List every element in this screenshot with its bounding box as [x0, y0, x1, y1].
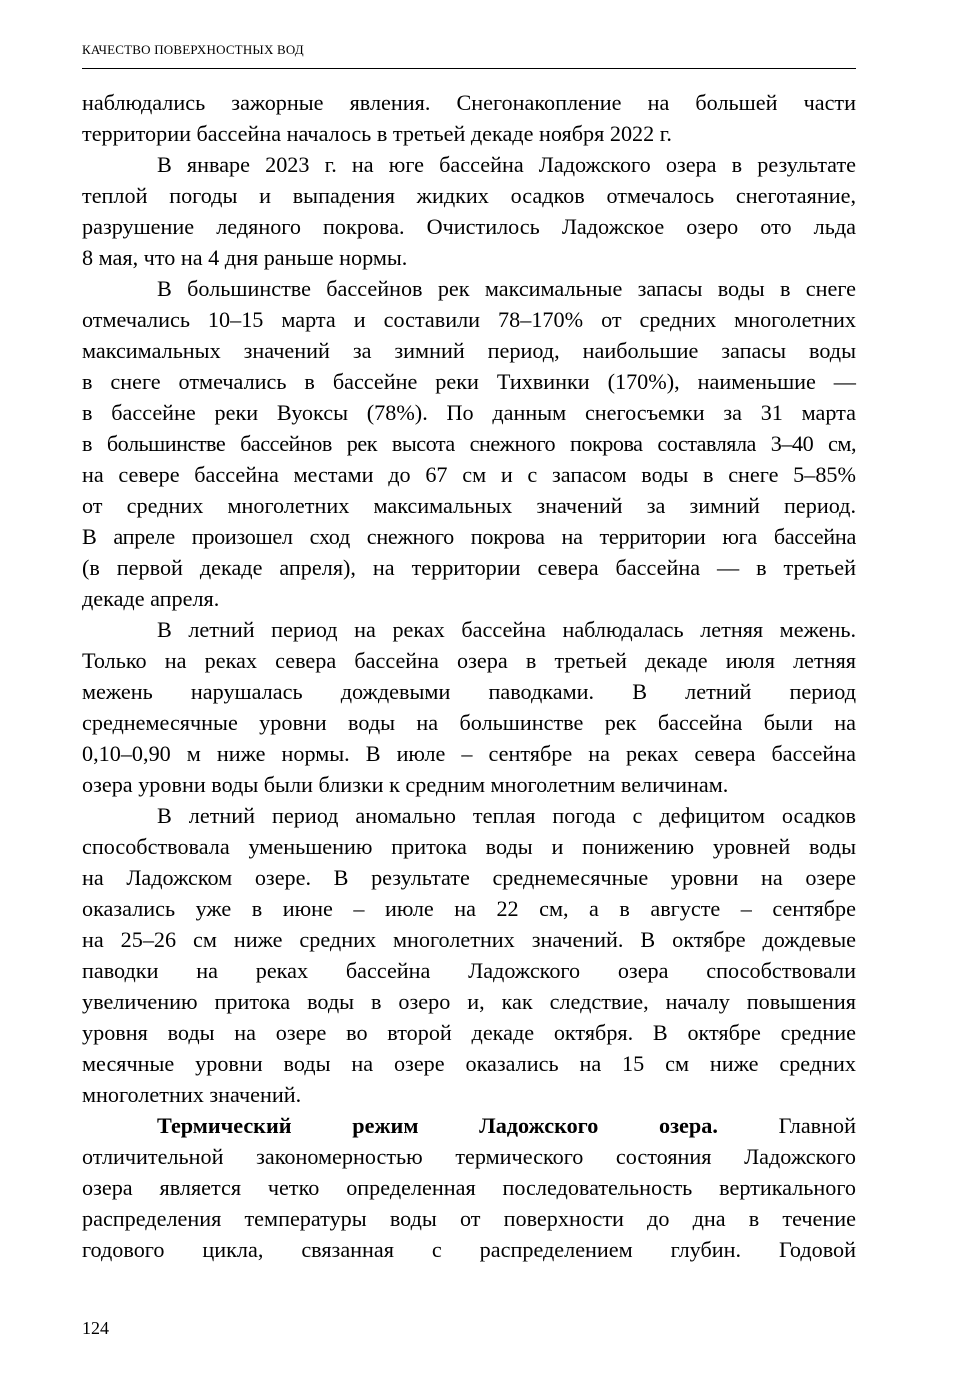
text-line: в большинстве бассейнов рек высота снежного покрова составляла 3–40 см, — [82, 431, 856, 456]
text-line: В апреле произошел сход снежного покрова на территории юга бассейна — [82, 524, 856, 549]
text-line: отличительной закономерностью термического состояния Ладожского — [82, 1144, 856, 1169]
text-line: территории бассейна началось в третьей декаде ноября 2022 г. — [82, 121, 672, 146]
text-line: теплой погоды и выпадения жидких осадков отмечалось снеготаяние, — [82, 183, 856, 208]
text-line: (в первой декаде апреля), на территории севера бассейна — в третьей — [82, 555, 856, 580]
text-line: отмечались 10–15 марта и составили 78–170% от средних многолетних — [82, 307, 856, 332]
text-line: наблюдались зажорные явления. Снегонакопление на большей части — [82, 90, 856, 115]
text-line: 8 мая, что на 4 дня раньше нормы. — [82, 245, 408, 270]
text-line: разрушение ледяного покрова. Очистилось Ладожское озеро ото льда — [82, 214, 856, 239]
text-line: межень нарушалась дождевыми паводками. В летний период — [82, 679, 856, 704]
text-line: среднемесячные уровни воды на большинстве рек бассейна были на — [82, 710, 856, 735]
text-line: 0,10–0,90 м ниже нормы. В июле – сентябре на реках севера бассейна — [82, 741, 856, 766]
text-line: В летний период аномально теплая погода с дефицитом осадков — [157, 803, 856, 828]
running-title: КАЧЕСТВО ПОВЕРХНОСТНЫХ ВОД — [82, 42, 304, 57]
header-rule — [82, 68, 856, 69]
body-text — [82, 87, 856, 1265]
text-line: максимальных значений за зимний период, наибольшие запасы воды — [82, 338, 856, 363]
text-line: паводки на реках бассейна Ладожского озера способствовали — [82, 958, 856, 983]
text-line: уровня воды на озере во второй декаде октября. В октябре средние — [82, 1020, 856, 1045]
text-line: увеличению притока воды в озеро и, как следствие, началу повышения — [82, 989, 856, 1014]
text-line: В большинстве бассейнов рек максимальные запасы воды в снеге — [157, 276, 856, 301]
text-line: месячные уровни воды на озере оказались на 15 см ниже средних — [82, 1051, 856, 1076]
text-line: на Ладожском озере. В результате среднемесячные уровни на озере — [82, 865, 856, 890]
text-line: озера уровни воды были близки к средним многолетним величинам. — [82, 772, 729, 797]
text-line: от средних многолетних максимальных значений за зимний период. — [82, 493, 856, 518]
text-line: декаде апреля. — [82, 586, 220, 611]
text-line: распределения температуры воды от поверхности до дна в течение — [82, 1206, 856, 1231]
text-line: многолетних значений. — [82, 1082, 302, 1107]
section-heading: Термический режим Ладожского озера. — [157, 1113, 718, 1138]
text-line: оказались уже в июне – июле на 22 см, а в августе – сентябре — [82, 896, 856, 921]
page-number: 124 — [82, 1318, 109, 1338]
heading-line-rest: Главной — [778, 1113, 857, 1138]
section-heading-line — [82, 1110, 856, 1141]
text-line: годового цикла, связанная с распределением глубин. Годовой — [82, 1237, 856, 1262]
text-line: В январе 2023 г. на юге бассейна Ладожского озера в результате — [157, 152, 856, 177]
text-line: озера является четко определенная последовательность вертикального — [82, 1175, 856, 1200]
text-line: в снеге отмечались в бассейне реки Тихвинки (170%), наименьшие — — [82, 369, 856, 394]
text-line: Только на реках севера бассейна озера в третьей декаде июля летняя — [82, 648, 856, 673]
text-line: на севере бассейна местами до 67 см и с запасом воды в снеге 5–85% — [82, 462, 856, 487]
text-line: способствовала уменьшению притока воды и понижению уровней воды — [82, 834, 856, 859]
text-line: на 25–26 см ниже средних многолетних значений. В октябре дождевые — [82, 927, 856, 952]
text-line: В летний период на реках бассейна наблюдалась летняя межень. — [157, 617, 856, 642]
text-line: в бассейне реки Вуоксы (78%). По данным снегосъемки за 31 марта — [82, 400, 856, 425]
